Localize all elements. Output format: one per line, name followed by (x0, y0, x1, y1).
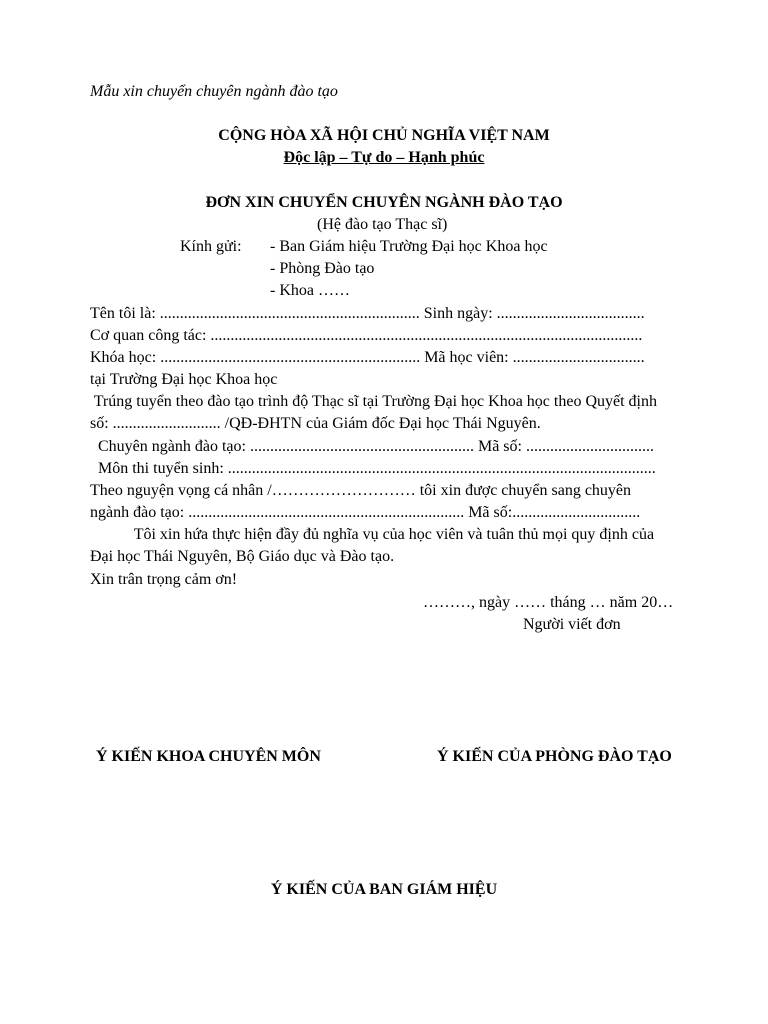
recipient-item: - Phòng Đào tạo (270, 260, 375, 277)
signer-label: Người viết đơn (523, 616, 621, 633)
motto: Độc lập – Tự do – Hạnh phúc (283, 149, 485, 166)
form-line-workplace: Cơ quan công tác: ............................................................................................................ (90, 327, 643, 344)
opinion-board: Ý KIẾN CỦA BAN GIÁM HIỆU (270, 881, 498, 898)
form-line-course: Khóa học: ................................................................. Mã học viên: ................................. (90, 349, 645, 366)
form-line-major: Chuyên ngành đào tạo: ........................................................ Mã số: ................................ (90, 438, 654, 455)
form-line-new-major: ngành đào tạo: ..................................................................... Mã số:................................ (90, 504, 641, 521)
document-title: ĐƠN XIN CHUYỂN CHUYÊN NGÀNH ĐÀO TẠO (205, 194, 563, 211)
form-line-decision: số: ........................... /QĐ-ĐHTN của Giám đốc Đại học Thái Nguyên. (90, 415, 541, 432)
recipients-label: Kính gửi: (180, 238, 242, 255)
form-line-commitment: Tôi xin hứa thực hiện đầy đủ nghĩa vụ của học viên và tuân thủ mọi quy định của (90, 526, 655, 543)
form-line-exam-subject: Môn thi tuyển sinh: ........................................................................................................... (90, 460, 656, 477)
form-line-admission: Trúng tuyển theo đào tạo trình độ Thạc sĩ tại Trường Đại học Khoa học theo Quyết định (90, 393, 657, 410)
country-header: CỘNG HÒA XÃ HỘI CHỦ NGHĨA VIỆT NAM (218, 127, 550, 144)
form-line-university: tại Trường Đại học Khoa học (90, 371, 278, 388)
opinion-training-office: Ý KIẾN CỦA PHÒNG ĐÀO TẠO (437, 748, 672, 765)
recipient-item: - Ban Giám hiệu Trường Đại học Khoa học (270, 238, 548, 255)
template-note: Mẫu xin chuyển chuyên ngành đào tạo (90, 83, 338, 100)
recipient-item: - Khoa …… (270, 282, 350, 299)
form-line-commitment-cont: Đại học Thái Nguyên, Bộ Giáo dục và Đào tạo. (90, 548, 395, 565)
form-line-name: Tên tôi là: ................................................................. Sinh ngày: ..................................... (90, 305, 645, 322)
form-line-thanks: Xin trân trọng cảm ơn! (90, 571, 238, 588)
document-subtitle: (Hệ đào tạo Thạc sĩ) (317, 216, 448, 233)
date-line: ………, ngày …… tháng … năm 20… (423, 594, 674, 611)
opinion-faculty: Ý KIẾN KHOA CHUYÊN MÔN (96, 748, 321, 765)
form-line-wish: Theo nguyện vọng cá nhân /……………………… tôi xin được chuyển sang chuyên (90, 482, 632, 499)
